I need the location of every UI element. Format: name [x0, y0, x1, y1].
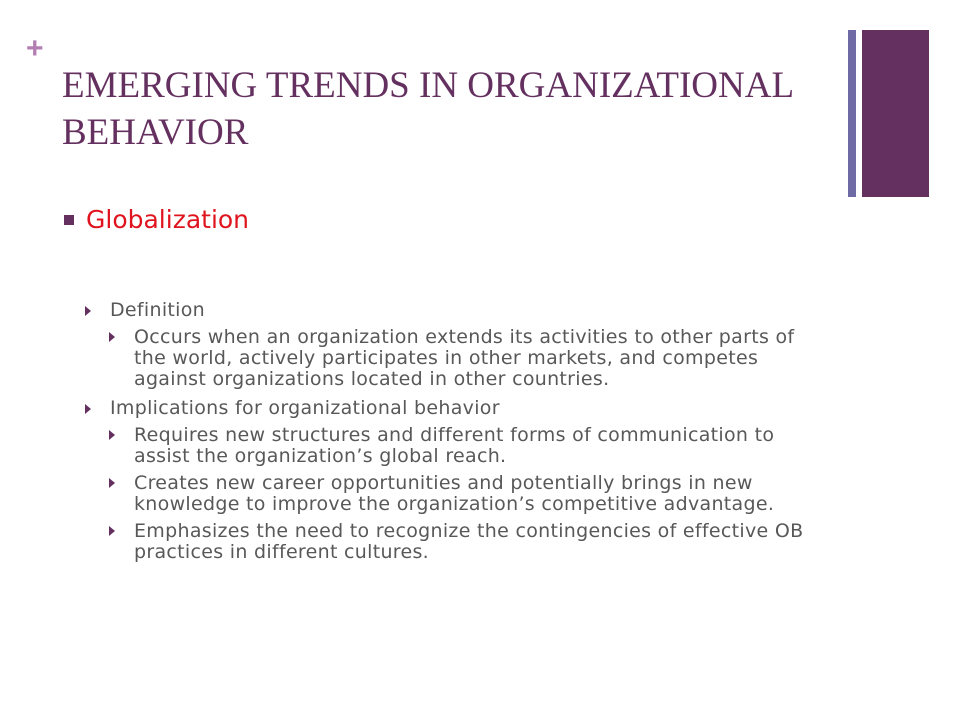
section-implications [110, 396, 830, 563]
outline-list [110, 292, 830, 569]
list-item [134, 425, 830, 467]
section-heading: Definition [110, 299, 206, 321]
triangle-bullet-icon [109, 430, 115, 440]
topic-label: Globalization [86, 205, 250, 234]
topic-item [64, 202, 249, 238]
implication-points [110, 425, 830, 563]
section-definition [110, 298, 830, 390]
definition-points [110, 327, 830, 390]
square-bullet-icon [64, 215, 74, 225]
triangle-bullet-icon [85, 404, 91, 414]
list-item [134, 327, 830, 390]
topic-list [64, 202, 249, 238]
triangle-bullet-icon [109, 478, 115, 488]
point-text: Requires new structures and different forms of communication to assist the organization’s global reach. [134, 424, 775, 467]
accent-bar-thin [848, 30, 856, 197]
accent-bar-thick [862, 30, 929, 197]
triangle-bullet-icon [109, 526, 115, 536]
triangle-bullet-icon [109, 332, 115, 342]
slide-title: EMERGING TRENDS IN ORGANIZATIONAL BEHAVIOR [62, 65, 793, 153]
list-item [134, 473, 830, 515]
point-text: Creates new career opportunities and potentially brings in new knowledge to improve the organization’s competitive advantage. [134, 472, 775, 515]
point-text: Emphasizes the need to recognize the contingencies of effective OB practices in different cultures. [134, 520, 804, 563]
plus-icon: + [26, 32, 44, 65]
triangle-bullet-icon [85, 306, 91, 316]
list-item [134, 521, 830, 563]
section-heading: Implications for organizational behavior [110, 397, 500, 419]
point-text: Occurs when an organization extends its activities to other parts of the world, actively participates in other markets, and competes against organizations located in other countries. [134, 326, 795, 390]
